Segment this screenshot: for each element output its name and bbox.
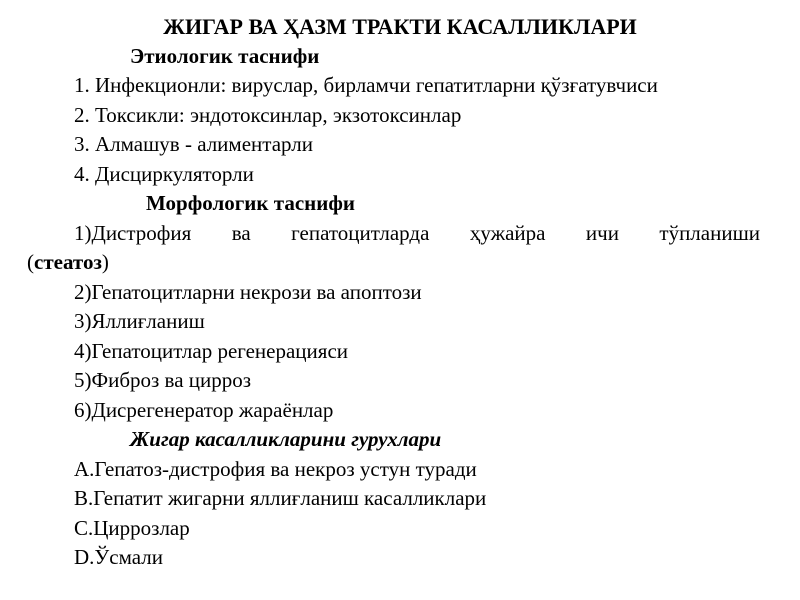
morphology-item-1-word: ичи xyxy=(585,221,619,245)
morphology-item-3: 3)Яллиғланиш xyxy=(74,309,205,333)
group-item-c: C.Циррозлар xyxy=(74,516,190,540)
etiology-item-4: 4. Дисциркуляторли xyxy=(74,162,254,186)
morphology-item-1-word: ҳужайра xyxy=(469,221,546,245)
group-item-b: B.Гепатит жигарни яллиғланиш касалликлари xyxy=(74,486,487,510)
morphology-item-1-continuation xyxy=(27,248,109,277)
etiology-item-3: 3. Алмашув - алиментарли xyxy=(74,132,313,156)
morphology-heading: Морфологик таснифи xyxy=(146,191,355,215)
group-item-a: A.Гепатоз-дистрофия ва некроз устун туради xyxy=(74,457,477,481)
morphology-item-5: 5)Фиброз ва цирроз xyxy=(74,368,252,392)
morphology-item-1-line xyxy=(74,219,760,248)
steatosis-term: стеатоз xyxy=(34,250,102,274)
paren-open: ( xyxy=(27,250,34,274)
document-title: ЖИГАР ВА ҲАЗМ ТРАКТИ КАСАЛЛИКЛАРИ xyxy=(163,14,637,39)
morphology-item-1-word: 1)Дистрофия xyxy=(74,221,192,245)
morphology-item-6: 6)Дисрегенератор жараёнлар xyxy=(74,398,334,422)
etiology-heading: Этиологик таснифи xyxy=(130,44,320,68)
morphology-item-1-word: тўпланиши xyxy=(659,221,760,245)
etiology-item-2: 2. Токсикли: эндотоксинлар, экзотоксинлар xyxy=(74,103,462,127)
etiology-item-1: 1. Инфекционли: вируслар, бирламчи гепатитларни қўзғатувчиси xyxy=(74,73,658,97)
groups-heading: Жигар касалликларини гурухлари xyxy=(130,427,442,451)
morphology-item-1-word: ва xyxy=(231,221,251,245)
morphology-item-2: 2)Гепатоцитларни некрози ва апоптози xyxy=(74,280,422,304)
morphology-item-1-word: гепатоцитларда xyxy=(291,221,430,245)
paren-close: ) xyxy=(101,250,109,274)
morphology-item-4: 4)Гепатоцитлар регенерацияси xyxy=(74,339,349,363)
group-item-d: D.Ўсмали xyxy=(74,545,163,569)
